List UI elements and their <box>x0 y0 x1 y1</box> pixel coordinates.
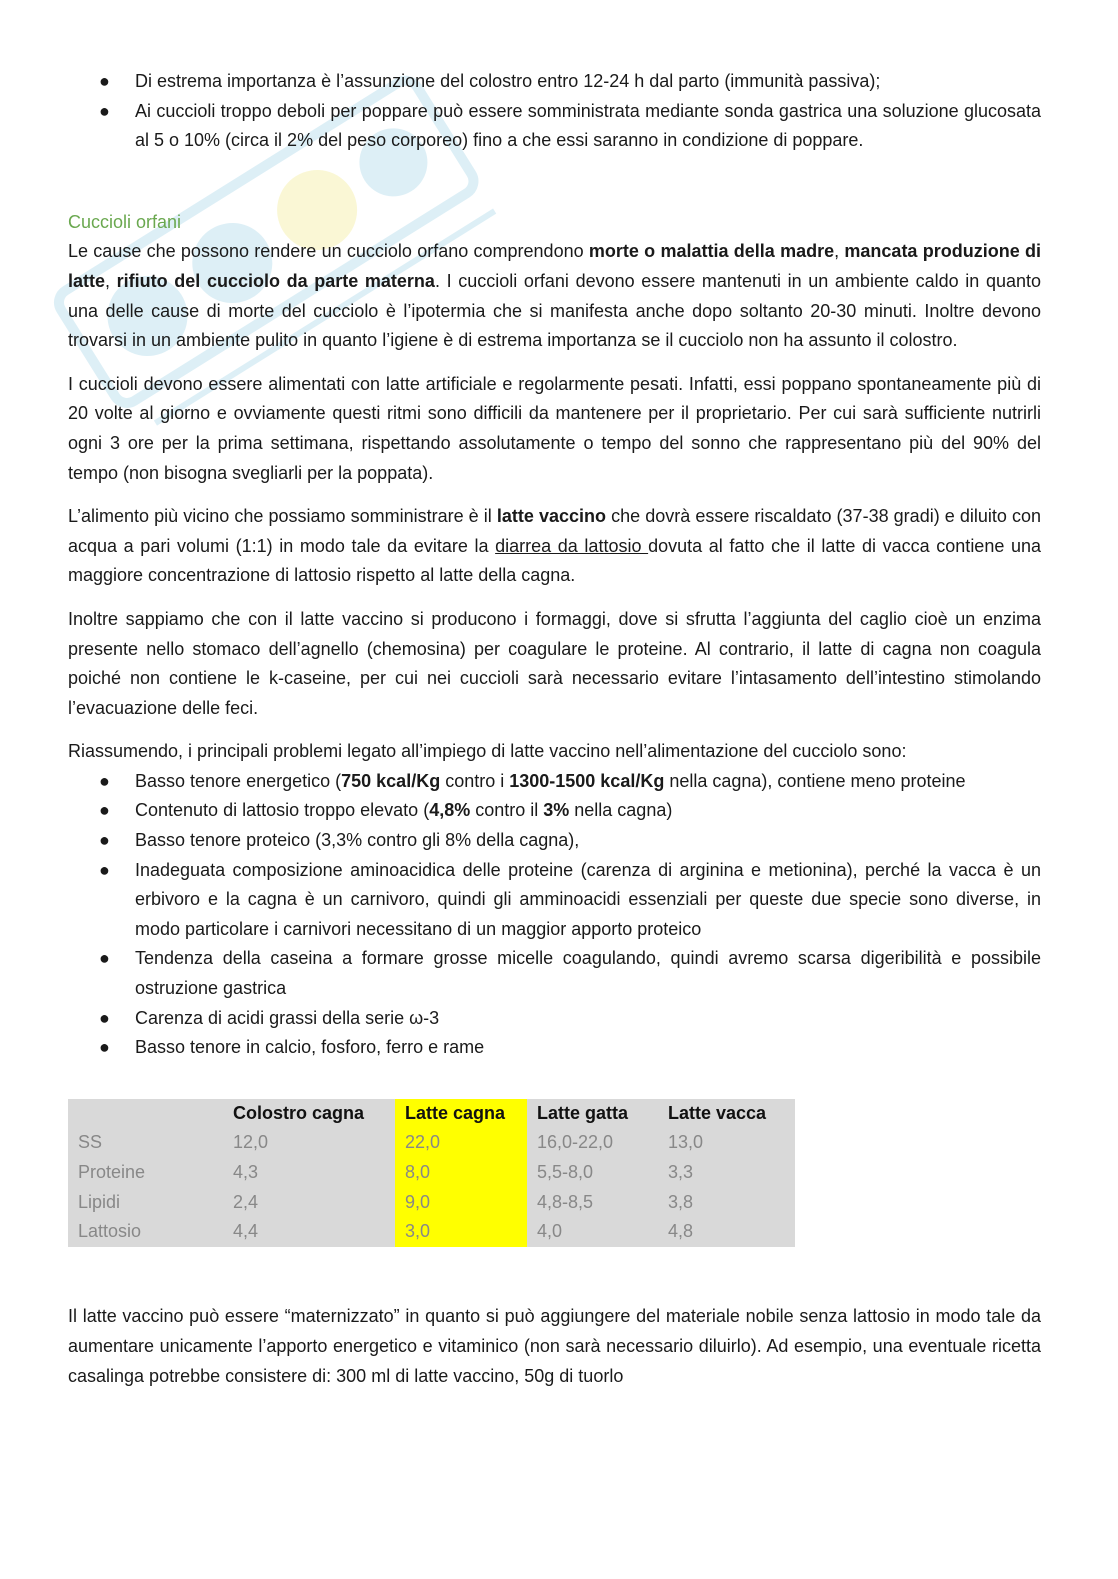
milk-composition-table <box>68 1099 795 1247</box>
bullet-icon: ● <box>99 770 110 791</box>
paragraph-orphan-causes: Le cause che possono rendere un cucciolo orfano comprendono morte o malattia della madre, mancata produzione di latte, rifiuto del cucciolo da parte materna. I cuccioli orfani devono essere mantenuti in un ambiente caldo in quanto una delle cause di morte del cucciolo è l’ipotermia che si manifesta anche dopo soltanto 20-30 minuti. Inoltre devono trovarsi in un ambiente pulito in quanto l’igiene è di estrema importanza se il cucciolo non ha assunto il colostro. <box>68 241 1041 351</box>
list-item: ● Inadeguata composizione aminoacidica delle proteine (carenza di arginina e metionina), perché la vacca è un erbivoro e la cagna è un carnivoro, quindi gli amminoacidi essenziali per queste due specie sono diverse, in modo particolare i carnivori necessitano di un maggior apporto proteico <box>68 856 1041 945</box>
paragraph-maternized: Il latte vaccino può essere “maternizzato” in quanto si può aggiungere del materiale nobile senza lattosio in modo tale da aumentare unicamente l’apporto energetico e vitaminico (non sarà necessario diluirlo). Ad esempio, una eventuale ricetta casalinga potrebbe consistere di: 300 ml di latte vaccino, 50g di tuorlo <box>68 1306 1041 1386</box>
table-header-row: Colostro cagna Latte cagna Latte gatta Latte vacca <box>68 1099 795 1129</box>
milk-composition-table-wrapper <box>68 1099 795 1247</box>
bullet-icon: ● <box>99 1037 110 1058</box>
list-item: ● Basso tenore in calcio, fosforo, ferro e rame <box>68 1033 1041 1063</box>
list-item: ● Basso tenore proteico (3,3% contro gli 8% della cagna), <box>68 826 1041 856</box>
problems-bullet-list <box>68 767 1041 1063</box>
paragraph-feeding: I cuccioli devono essere alimentati con latte artificiale e regolarmente pesati. Infatti, essi poppano spontaneamente più di 20 volte al giorno e ovviamente questi ritmi sono difficili da mantenere per il proprietario. Per cui sarà sufficiente nutrirli ogni 3 ore per la prima settimana, rispettando assolutamente o tempo del sonno che rappresentano più del 90% del tempo (non bisogna svegliarli per la poppata). <box>68 373 1041 483</box>
table-row: Lipidi 2,4 9,0 4,8-8,5 3,8 <box>68 1188 795 1218</box>
paragraph-summary: Riassumendo, i principali problemi legato all’impiego di latte vaccino nell’alimentazione del cucciolo sono: <box>68 741 907 762</box>
bullet-icon: ● <box>99 1007 110 1028</box>
document-page <box>68 67 1041 1405</box>
list-item: ● Basso tenore energetico (750 kcal/Kg contro i 1300-1500 kcal/Kg nella cagna), contiene meno proteine <box>68 767 1041 797</box>
list-item: ● Ai cuccioli troppo deboli per poppare può essere somministrata mediante sonda gastrica una soluzione glucosata al 5 o 10% (circa il 2% del peso corporeo) fino a che essi saranno in condizione di poppare. <box>68 97 1041 156</box>
bullet-icon: ● <box>99 859 110 880</box>
list-item: ● Carenza di acidi grassi della serie ω-3 <box>68 1004 1041 1034</box>
paragraph-cow-milk: L’alimento più vicino che possiamo somministrare è il latte vaccino che dovrà essere riscaldato (37-38 gradi) e diluito con acqua a pari volumi (1:1) in modo tale da evitare la diarrea da lattosio dovuta al fatto che il latte di vacca contiene una maggiore concentrazione di lattosio rispetto al latte della cagna. <box>68 506 1042 586</box>
bullet-icon: ● <box>99 948 110 969</box>
table-row: SS 12,0 22,0 16,0-22,0 13,0 <box>68 1128 795 1158</box>
list-item: ● Contenuto di lattosio troppo elevato (4,8% contro il 3% nella cagna) <box>68 796 1041 826</box>
section-heading: Cuccioli orfani <box>68 211 182 232</box>
bullet-icon: ● <box>99 830 110 851</box>
bullet-icon: ● <box>99 100 110 121</box>
list-item: ● Tendenza della caseina a formare grosse micelle coagulando, quindi avremo scarsa digeribilità e possibile ostruzione gastrica <box>68 944 1041 1003</box>
paragraph-cheese: Inoltre sappiamo che con il latte vaccino si producono i formaggi, dove si sfrutta l’aggiunta del caglio cioè un enzima presente nello stomaco dell’agnello (chemosina) per coagulare le proteine. Al contrario, il latte di cagna non coagula poiché non contiene le k-caseine, per cui nei cuccioli sarà necessario evitare l’intasamento dell’intestino stimolando l’evacuazione delle feci. <box>68 608 1041 718</box>
bullet-icon: ● <box>99 800 110 821</box>
table-row: Proteine 4,3 8,0 5,5-8,0 3,3 <box>68 1158 795 1188</box>
table-row: Lattosio 4,4 3,0 4,0 4,8 <box>68 1217 795 1247</box>
list-item: ● Di estrema importanza è l’assunzione del colostro entro 12-24 h dal parto (immunità passiva); <box>68 67 1041 97</box>
intro-bullet-list <box>68 67 1041 156</box>
bullet-icon: ● <box>99 71 110 91</box>
